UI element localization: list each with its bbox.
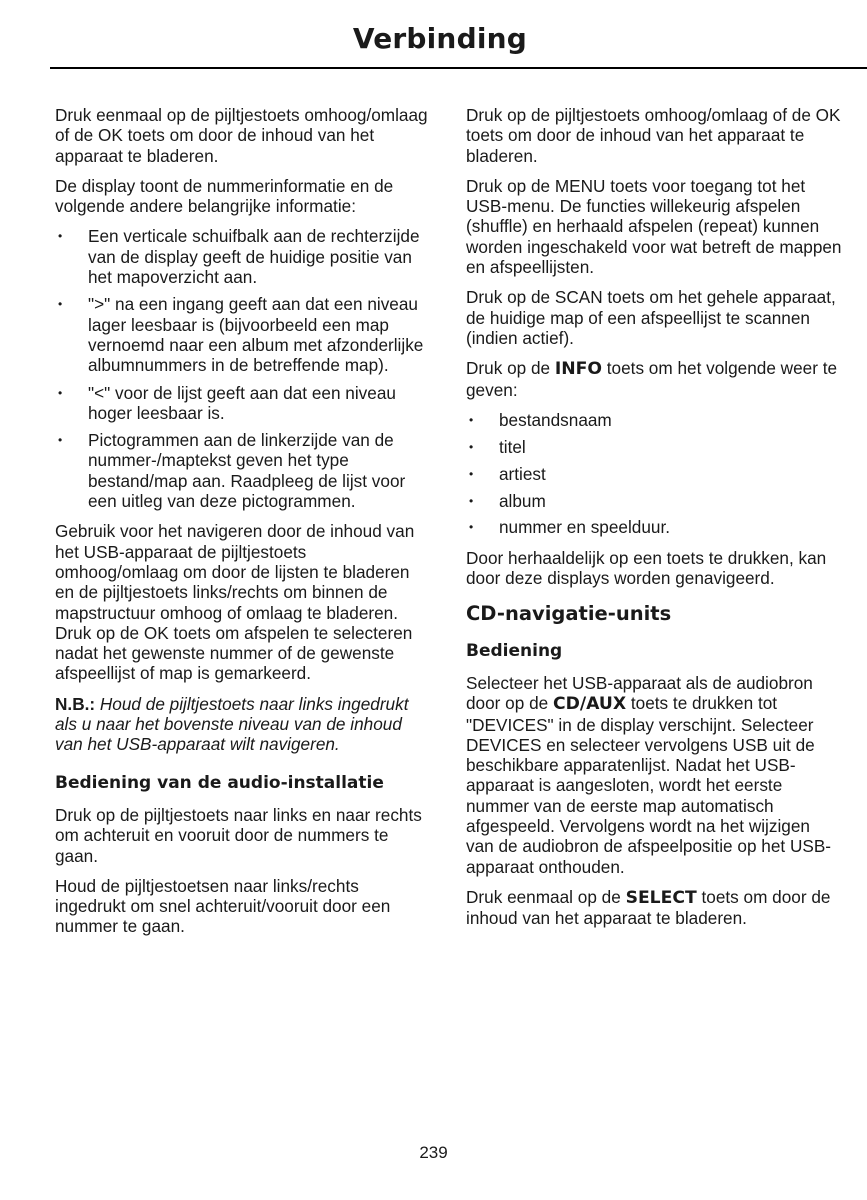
text: Druk eenmaal op de bbox=[466, 886, 626, 907]
paragraph: Druk op de SCAN toets om het gehele apparaat, de huidige map of een afspeellijst te scannen (indien actief). bbox=[466, 287, 836, 348]
paragraph: Druk op de pijltjestoets omhoog/omlaag of de OK toets om door de inhoud van het apparaat te bladeren. bbox=[466, 105, 841, 166]
text: toets om door de inhoud van het apparaat te bladeren. bbox=[466, 886, 831, 929]
page-title: Verbinding bbox=[352, 22, 527, 55]
list-item: • Pictogrammen aan de linkerzijde van de nummer-/maptekst geven het type bestand/map aan. Raadpleeg de lijst voor een uitleg van deze pictogrammen. bbox=[55, 430, 431, 511]
text: toets om het volgende weer te geven: bbox=[466, 358, 838, 400]
note-text: Houd de pijltjestoets naar links ingedrukt als u naar het bovenste niveau van de inhoud van het USB-apparaat wilt navigeren. bbox=[55, 693, 409, 755]
list-item: • bestandsnaam bbox=[466, 410, 842, 430]
paragraph: Houd de pijltjestoetsen naar links/rechts ingedrukt om snel achteruit/vooruit door een nummer te gaan. bbox=[55, 875, 391, 937]
list-item: • album bbox=[466, 491, 842, 511]
subsection-heading: Bediening bbox=[466, 640, 563, 661]
bullet-list bbox=[55, 226, 431, 511]
paragraph bbox=[466, 887, 842, 929]
header-rule bbox=[50, 67, 867, 69]
bullet-list bbox=[466, 410, 842, 538]
list-item: • "<" voor de lijst geeft aan dat een niveau hoger leesbaar is. bbox=[55, 383, 431, 424]
left-column bbox=[55, 105, 431, 947]
list-item: • nummer en speelduur. bbox=[466, 517, 842, 537]
section-heading: CD-navigatie-units bbox=[466, 602, 672, 626]
paragraph: Gebruik voor het navigeren door de inhoud van het USB-apparaat de pijltjestoets omhoog/omlaag om door de lijsten te bladeren en de pijltjestoets links/rechts om binnen de mapstructuur omhoog of omlaag te bladeren. Druk op de OK toets om afspelen te selecteren nadat het gewenste nummer of de gewenste afspeellijst of map is gemarkeerd. bbox=[55, 521, 415, 684]
paragraph bbox=[466, 358, 842, 400]
key-label: SELECT bbox=[625, 887, 697, 908]
paragraph: Druk op de pijltjestoets naar links en naar rechts om achteruit en vooruit door de nummers te gaan. bbox=[55, 804, 422, 866]
paragraph: Druk op de MENU toets voor toegang tot het USB-menu. De functies willekeurig afspelen (shuffle) en herhaald afspelen (repeat) kunnen worden ingeschakeld voor wat betreft de mappen en afspeellijsten. bbox=[466, 175, 842, 278]
key-label: INFO bbox=[554, 359, 602, 380]
paragraph: Druk eenmaal op de pijltjestoets omhoog/omlaag of de OK toets om door de inhoud van het apparaat te bladeren. bbox=[55, 105, 428, 166]
list-item: • titel bbox=[466, 437, 842, 457]
list-item: • Een verticale schuifbalk aan de rechterzijde van de display geeft de huidige positie van het mapoverzicht aan. bbox=[55, 226, 431, 287]
right-column bbox=[466, 105, 842, 938]
list-item: • ">" na een ingang geeft aan dat een niveau lager leesbaar is (bijvoorbeeld een map vernoemd naar een album met afzonderlijke albumnummers in de betreffende map). bbox=[55, 294, 431, 375]
section-heading: Bediening van de audio-installatie bbox=[55, 772, 384, 793]
text: Selecteer het USB-apparaat als de audiobron door op de bbox=[466, 672, 813, 714]
paragraph bbox=[466, 673, 842, 877]
note-label: N.B.: bbox=[55, 693, 96, 714]
paragraph: De display toont de nummerinformatie en de volgende andere belangrijke informatie: bbox=[55, 175, 394, 217]
text: toets te drukken tot "DEVICES" in de display verschijnt. Selecteer DEVICES en selecteer vervolgens USB uit de beschikbare apparatenlijst. Nadat het USB-apparaat is aangesloten, wordt het eerste nummer van de eerste map automatisch afgespeeld. Vervolgens wordt na het wijzigen van de audiobron de afspeelpositie op het USB-apparaat onthouden. bbox=[466, 693, 832, 877]
list-item: • artiest bbox=[466, 464, 842, 484]
page-number: 239 bbox=[419, 1143, 448, 1162]
paragraph: Door herhaaldelijk op een toets te drukken, kan door deze displays worden genavigeerd. bbox=[466, 547, 827, 589]
key-label: CD/AUX bbox=[552, 694, 627, 715]
note bbox=[55, 694, 431, 755]
text: Druk op de bbox=[466, 358, 555, 379]
